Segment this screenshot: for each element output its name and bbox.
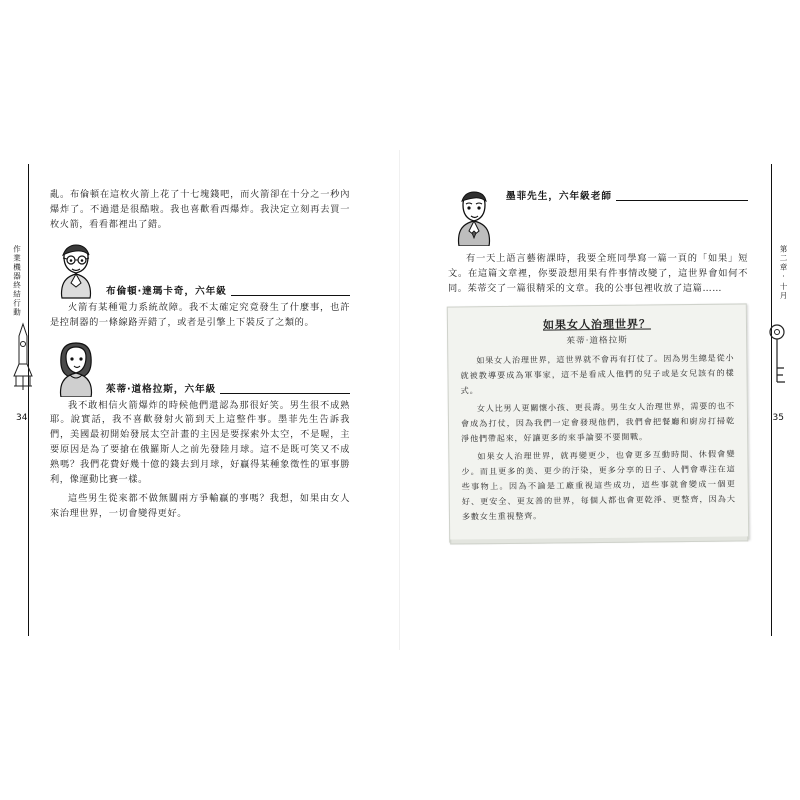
girl-curly-avatar-icon: [50, 339, 102, 397]
rocket-doodle-icon: [10, 320, 36, 400]
speaker-block-brenton: [50, 241, 350, 331]
key-doodle-icon: [764, 320, 790, 400]
running-title-right: 第二章‧十月: [779, 245, 788, 301]
speaker-block-judy: [50, 339, 350, 488]
teacher-text: 有一天上語言藝術課時，我要全班同學寫一篇一頁的「如果」短文。在這篇文章裡，你要設想用果有件事情改變了，這世界會如何不同。茱蒂交了一篇很精采的文章。我的公事包裡收放了這篇……: [448, 253, 748, 294]
speaker-block-teacher: [448, 188, 748, 246]
note-bottom-edge: [450, 536, 748, 544]
page-number-right: 35: [772, 413, 784, 423]
speaker-name: 墨菲先生，六年級老師: [506, 191, 612, 202]
essay-line: 女人比男人更關懷小孩、更長壽。男生女人治理世界，需要的也不會成為打仗，因為我們一定會發現他們，我們會把餐廳和廚房打掃乾淨他們帶起來，好讓更多的來爭論要不要開戰。: [460, 400, 736, 443]
boy-glasses-avatar-icon: [50, 241, 102, 299]
speaker-name-rule: [616, 200, 748, 201]
speaker-header: [50, 339, 350, 397]
essay-line: 如果女人治理世界，就再變更少，也會更多互動時間、休假會變少。而且更多的美、更少的汙染，更多分享的日子、人們會專注在這些事物上。因為不論是工廠重視這些成功，這些事就會變成一個更好、更安全、更友善的世界，每個人都也會更乾淨、更整齊，因為大多數女生重視整齊。: [461, 448, 736, 521]
speaker-header: [50, 241, 350, 299]
essay-line: 如果女人治理世界，這世界就不會再有打仗了。因為男生總是從小就被教導要成為軍事家，這不是看成人他們的兒子或是女兒該有的樣式。: [460, 352, 735, 396]
left-page: [0, 150, 400, 650]
speaker-name-rule: [220, 393, 350, 394]
left-opening-paragraph: 亂。布倫頓在這枚火箭上花了十七塊錢吧，而火箭卻在十分之一秒內爆炸了。不過還是很酷啦。我也喜歡看西爆炸。我決定立刻再去買一枚火箭，看看都裡出了錯。: [50, 189, 350, 230]
speaker-name: 茱蒂‧道格拉斯，六年級: [106, 383, 217, 395]
left-page-column: [50, 188, 350, 526]
left-page-rule: [28, 164, 29, 636]
page-number-left: 34: [16, 413, 28, 423]
speaker-text: 火箭有某種電力系統故障。我不太確定究竟發生了什麼事，也許是控制器的一條線路弄錯了，或者是引擎上下裝反了之類的。: [50, 301, 350, 328]
book-spread: [0, 150, 800, 650]
teacher-man-avatar-icon: [448, 188, 500, 246]
speaker-text: 我不敢相信火箭爆炸的時候他們還認為那很好笑。男生很不成熟耶。說實話，我不喜歡發射火箭到天上這整件事。墨菲先生告訴我們，美國最初開始發展太空計畫的主因是要探索外太空，不是喔，主要原因是為了要搶在俄羅斯人之前先發陸月球。這不是既可笑又不成熟嗎？我們花費好幾十億的錢去到月球，好贏得某種象徵性的軍事勝利，像運動比賽一樣。: [50, 399, 350, 486]
running-title-left: 作業機器終結行動: [12, 245, 22, 317]
right-page-rule: [771, 164, 772, 636]
right-page: [400, 150, 800, 650]
essay-byline: 茱蒂‧道格拉斯: [566, 335, 628, 347]
speaker-name-rule: [231, 295, 350, 296]
left-closing-paragraph: 這些男生從來都不做無關兩方爭輸贏的事嗎？我想，如果由女人來治理世界，一切會變得更好。: [50, 492, 350, 519]
right-page-column: [448, 188, 748, 540]
essay-title: 如果女人治理世界？: [542, 317, 652, 332]
handwritten-essay-note: [447, 303, 749, 542]
speaker-name: 布倫頓‧達瑪卡奇，六年級: [106, 285, 227, 297]
